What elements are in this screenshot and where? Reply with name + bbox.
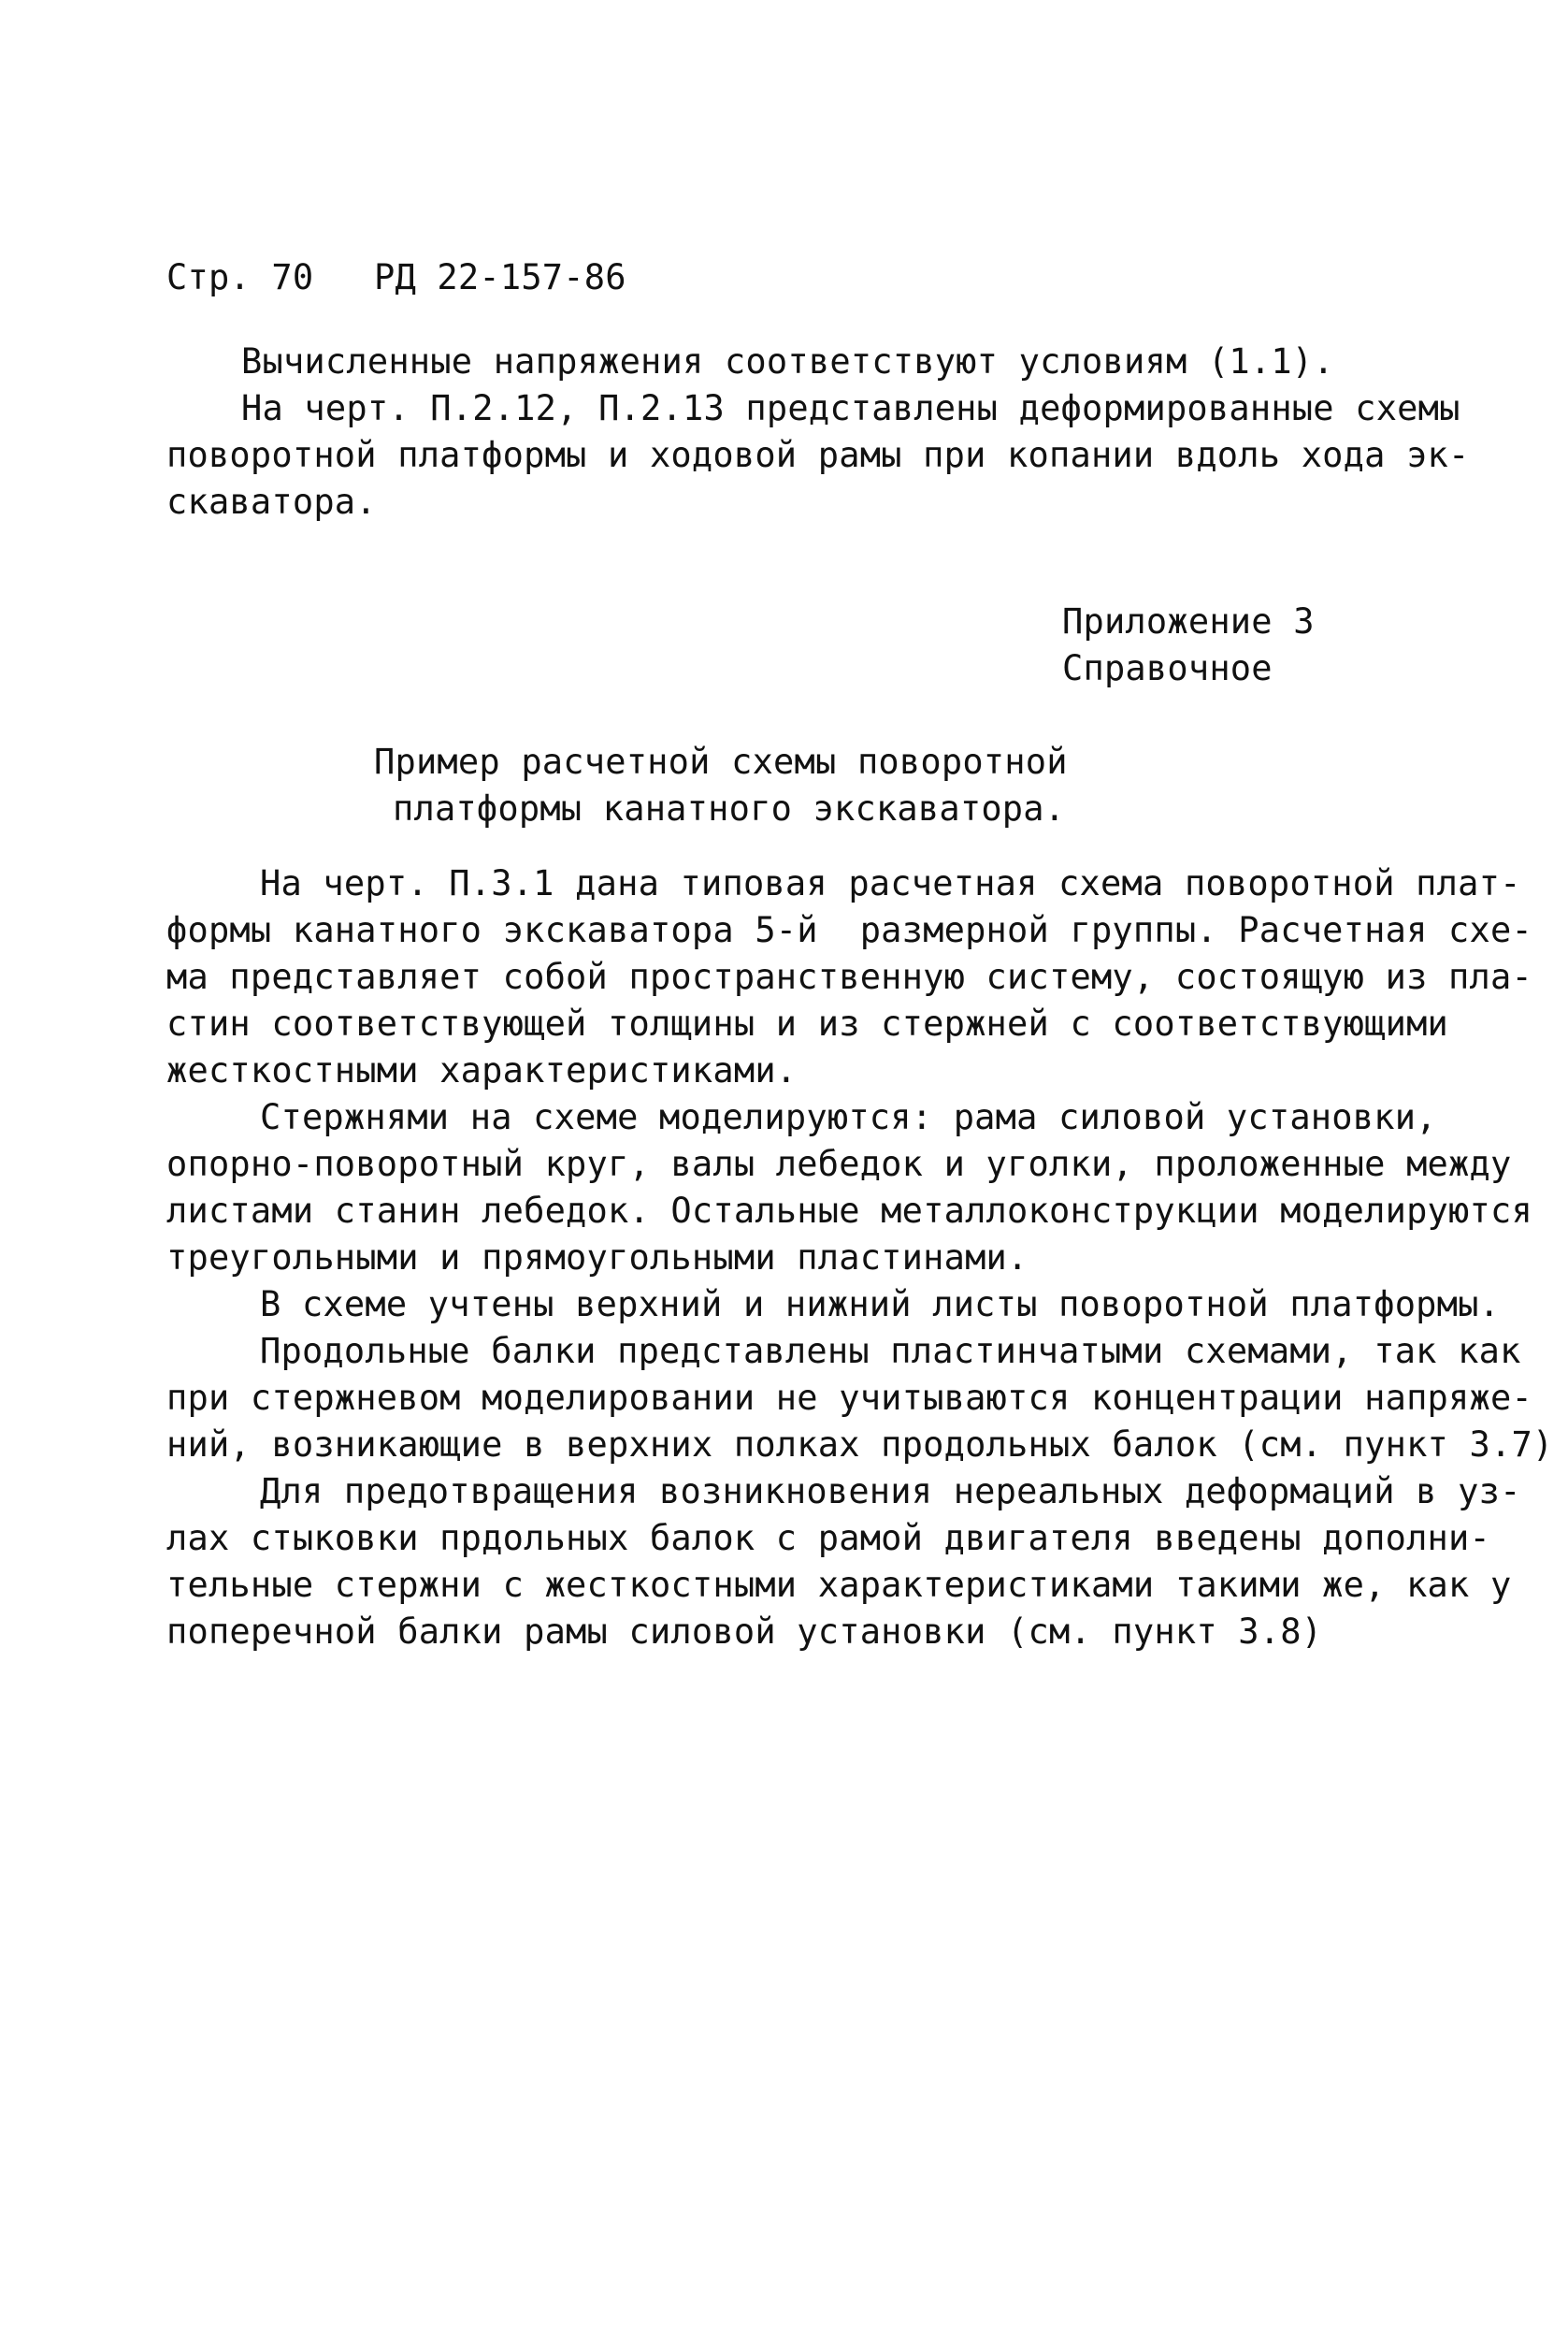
- body-line: жесткостными характеристиками.: [166, 1050, 798, 1091]
- document-code: РД 22-157-86: [374, 257, 626, 297]
- body-line: ма представляет собой пространственную систему, состоящую из пла-: [166, 957, 1532, 997]
- body-line: стин соответствующей толщины и из стержней с соответствующими: [166, 1004, 1449, 1044]
- intro-line: На черт. П.2.12, П.2.13 представлены деформированные схемы: [241, 388, 1460, 428]
- body-line: Стержнями на схеме моделируются: рама силовой установки,: [260, 1097, 1437, 1137]
- body-line: лах стыковки прдольных балок с рамой двигателя введены дополни-: [166, 1518, 1490, 1558]
- appendix-type: Справочное: [1062, 648, 1273, 688]
- intro-line: поворотной платформы и ходовой рамы при копании вдоль хода эк-: [166, 435, 1470, 475]
- body-line: ний, возникающие в верхних полках продольных балок (см. пункт 3.7): [166, 1424, 1554, 1465]
- body-line: опорно-поворотный круг, валы лебедок и уголки, проложенные между: [166, 1144, 1512, 1184]
- section-title-line: Пример расчетной схемы поворотной: [374, 742, 1068, 782]
- intro-line: Вычисленные напряжения соответствуют условиям (1.1).: [241, 341, 1334, 382]
- body-line: поперечной балки рамы силовой установки (см. пункт 3.8): [166, 1611, 1323, 1652]
- body-line: формы канатного экскаватора 5-й размерной группы. Расчетная схе-: [166, 910, 1532, 950]
- body-line: треугольными и прямоугольными пластинами.: [166, 1237, 1029, 1278]
- appendix-label: Приложение 3: [1062, 601, 1315, 642]
- body-line: листами станин лебедок. Остальные металлоконструкции моделируются: [166, 1191, 1532, 1231]
- page-number: Стр. 70: [166, 257, 314, 297]
- body-line: тельные стержни с жесткостными характеристиками такими же, как у: [166, 1565, 1512, 1605]
- body-line: Продольные балки представлены пластинчатыми схемами, так как: [260, 1331, 1521, 1371]
- body-line: при стержневом моделировании не учитываются концентрации напряже-: [166, 1378, 1532, 1418]
- section-title-line: платформы канатного экскаватора.: [393, 788, 1066, 829]
- intro-line: скаватора.: [166, 482, 377, 522]
- body-line: На черт. П.3.1 дана типовая расчетная схема поворотной плат-: [260, 863, 1521, 903]
- body-line: Для предотвращения возникновения нереальных деформаций в уз-: [260, 1471, 1521, 1511]
- body-line: В схеме учтены верхний и нижний листы поворотной платформы.: [260, 1284, 1501, 1324]
